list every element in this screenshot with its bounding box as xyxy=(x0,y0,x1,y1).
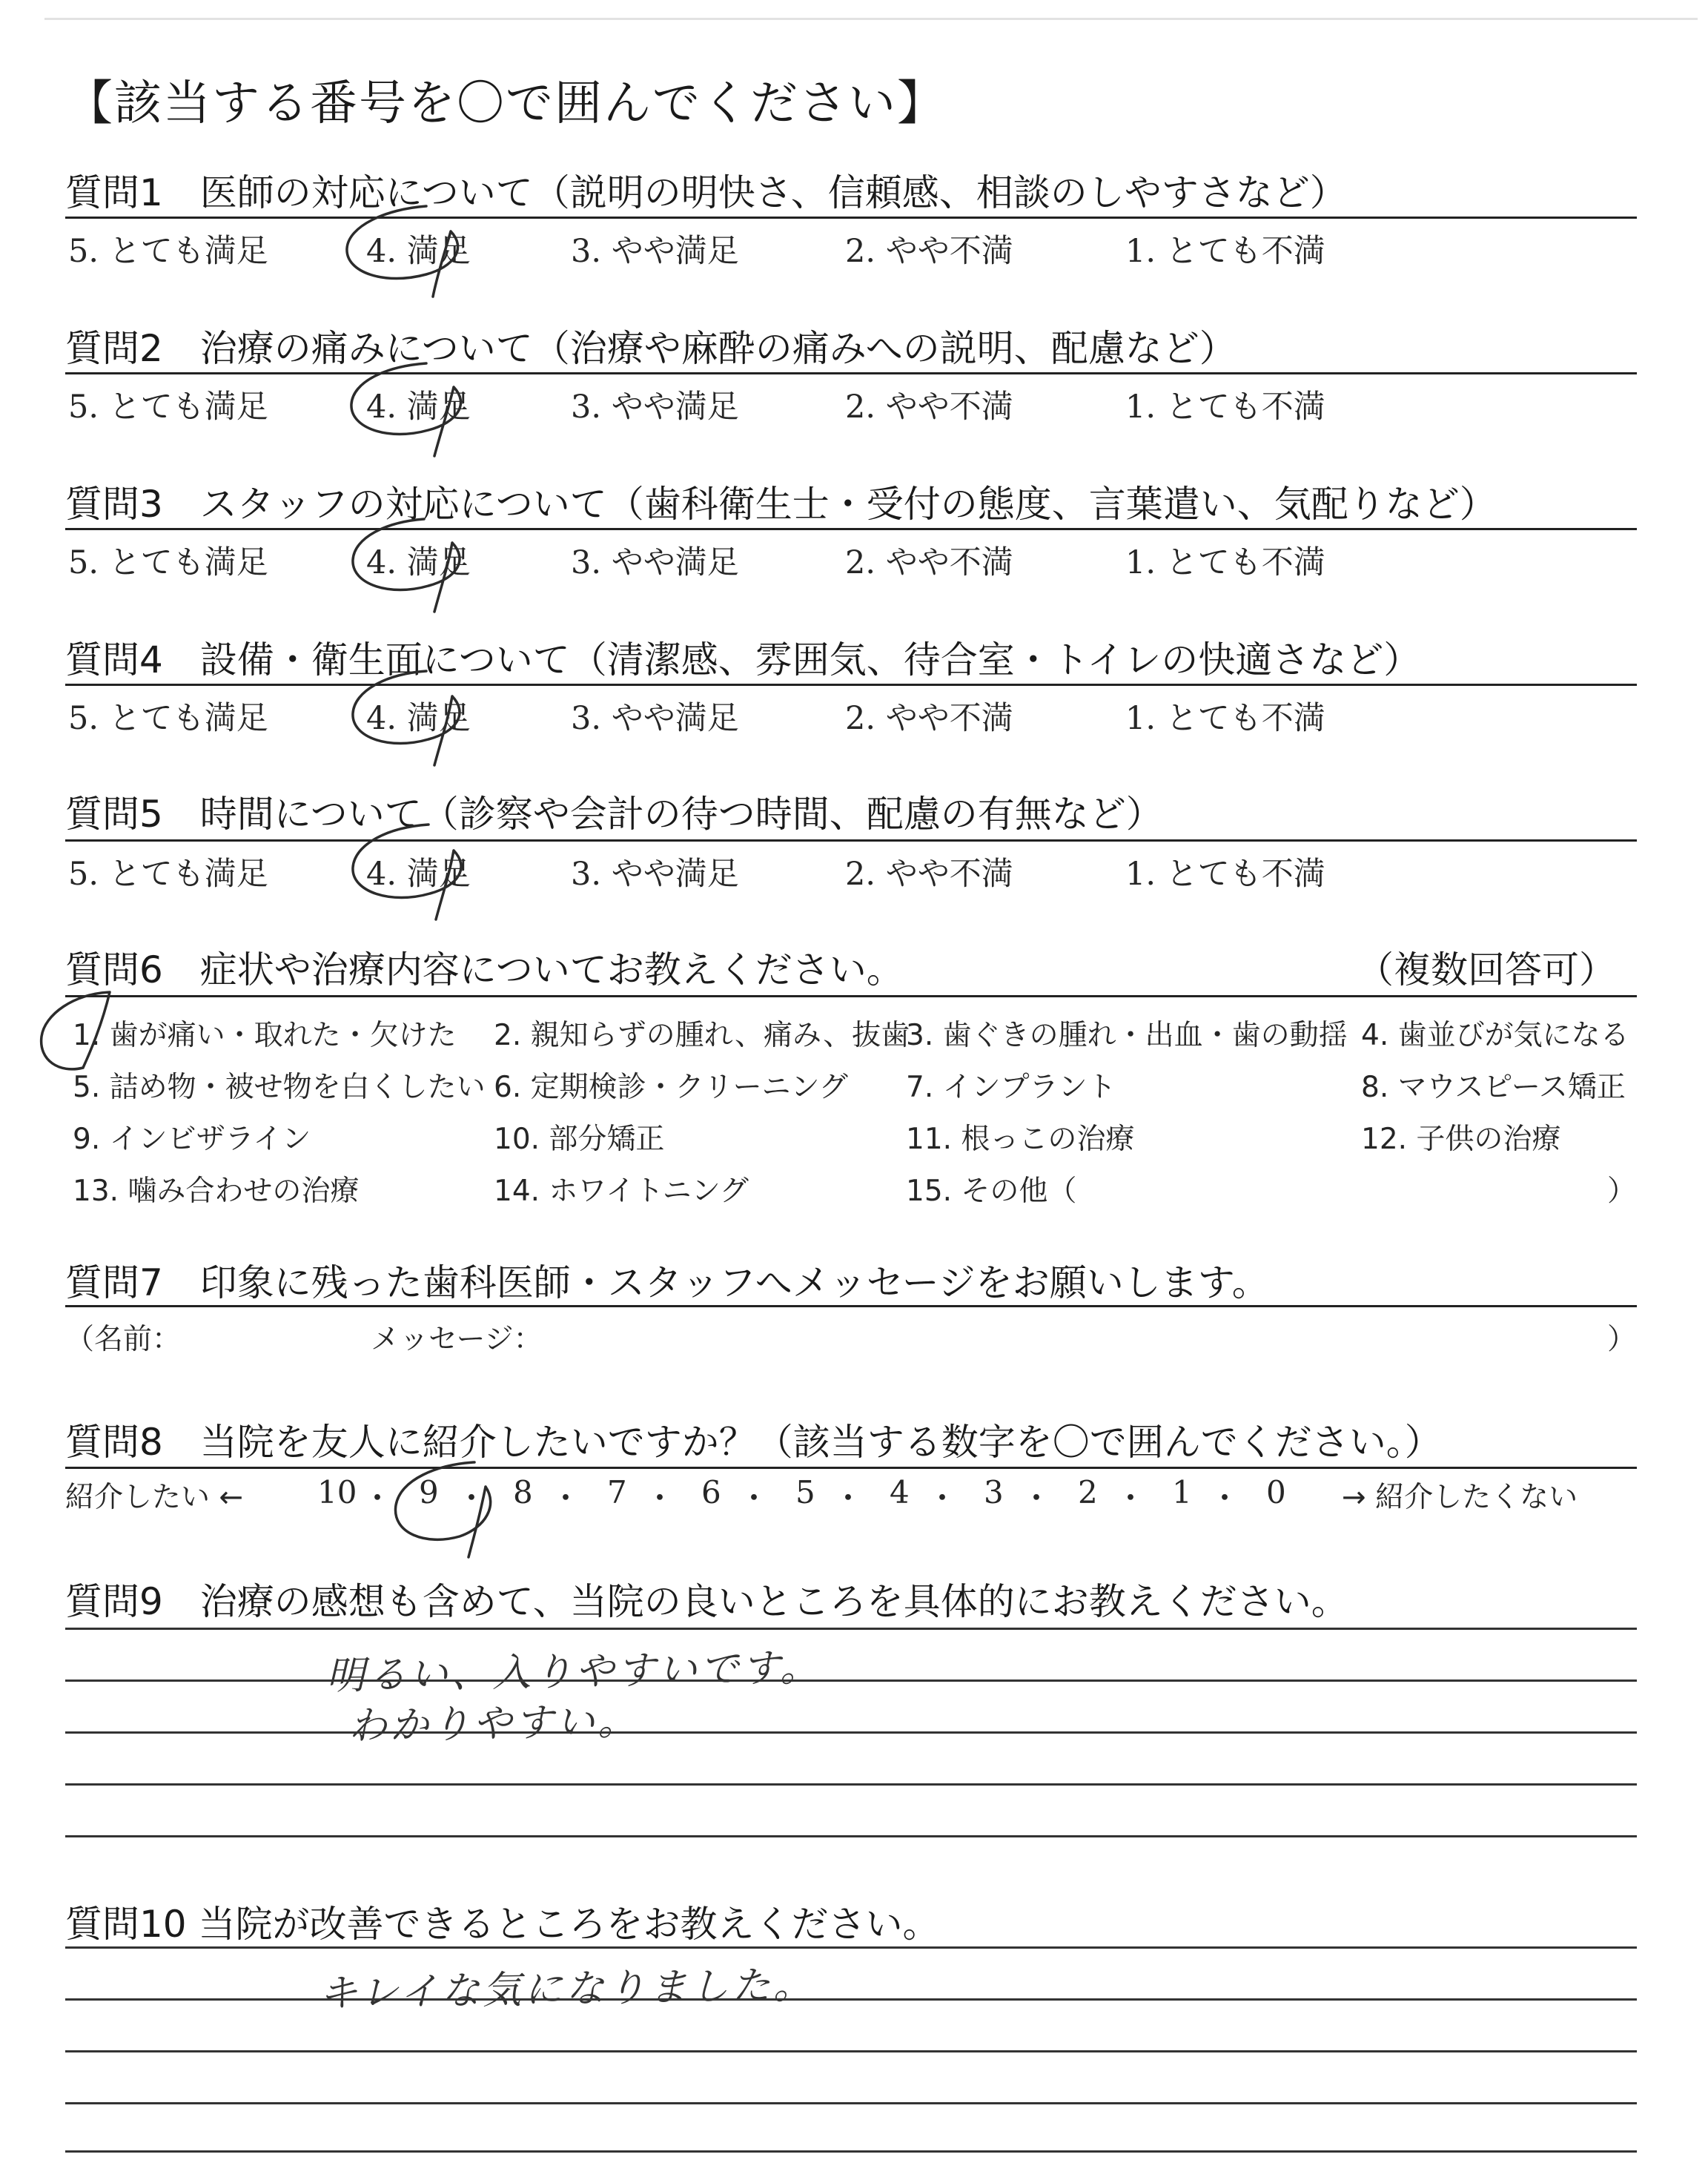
q4-option-3[interactable]: 3. やや満足 xyxy=(571,700,739,737)
q6-option-12[interactable]: 12. 子供の治療 xyxy=(1361,1123,1561,1156)
q6-option-1[interactable]: 1. 歯が痛い・取れた・欠けた xyxy=(73,1019,457,1052)
q7-message-label: メッセージ： xyxy=(371,1323,543,1356)
q6-option-2[interactable]: 2. 親知らずの腫れ、痛み、抜歯 xyxy=(494,1019,910,1052)
q8-scale-dot: ・ xyxy=(927,1480,959,1516)
q8-score-2[interactable]: 2 xyxy=(1078,1474,1098,1510)
q6-option-13[interactable]: 13. 噛み合わせの治療 xyxy=(73,1175,360,1208)
q6-option-5[interactable]: 5. 詰め物・被せ物を白くしたい xyxy=(73,1071,486,1104)
q8-scale-dot: ・ xyxy=(1115,1480,1147,1516)
q8-scale-dot: ・ xyxy=(644,1480,676,1516)
q1-option-5[interactable]: 5. とても満足 xyxy=(68,233,268,270)
q9-handwritten-answer-2: わかりやすい。 xyxy=(348,1699,640,1749)
q8-score-6[interactable]: 6 xyxy=(701,1474,721,1510)
q1-heading: 質問1 医師の対応について（説明の明快さ、信頼感、相談のしやすさなど） xyxy=(65,171,1347,214)
q10-handwritten-answer-1: キレイな気になりました。 xyxy=(318,1963,815,2016)
q4-option-5[interactable]: 5. とても満足 xyxy=(68,700,268,737)
q2-selection-circle xyxy=(351,363,461,456)
q9-handwritten-answer-1: 明るい、入りやすいです。 xyxy=(325,1645,822,1699)
q6-option-15[interactable]: 15. その他（ xyxy=(906,1175,1077,1208)
q6-option-9[interactable]: 9. インビザライン xyxy=(73,1123,311,1156)
q8-left-label: 紹介したい ← xyxy=(65,1481,244,1514)
q5-option-2[interactable]: 2. やや不満 xyxy=(845,856,1013,893)
q6-option-10[interactable]: 10. 部分矯正 xyxy=(494,1123,665,1156)
q3-option-1[interactable]: 1. とても不満 xyxy=(1125,544,1325,581)
q8-scale-dot: ・ xyxy=(1209,1480,1241,1516)
q6-heading: 質問6 症状や治療内容についてお教えください。 xyxy=(65,948,904,991)
q8-score-7[interactable]: 7 xyxy=(607,1474,627,1510)
q6-selection-circle xyxy=(42,992,110,1069)
q3-option-3[interactable]: 3. やや満足 xyxy=(571,544,739,581)
q8-score-10[interactable]: 10 xyxy=(317,1474,357,1510)
q1-option-1[interactable]: 1. とても不満 xyxy=(1125,233,1325,270)
q7-close-paren: ） xyxy=(1607,1323,1637,1356)
q8-score-5[interactable]: 5 xyxy=(795,1474,815,1510)
q4-option-2[interactable]: 2. やや不満 xyxy=(845,700,1013,737)
q6-option-8[interactable]: 8. マウスピース矯正 xyxy=(1361,1071,1626,1104)
q4-option-1[interactable]: 1. とても不満 xyxy=(1125,700,1325,737)
q1-option-4[interactable]: 4. 満足 xyxy=(366,233,471,270)
q5-option-4[interactable]: 4. 満足 xyxy=(366,856,471,893)
q6-option-14[interactable]: 14. ホワイトニング xyxy=(494,1175,749,1208)
q9-heading: 質問9 治療の感想も含めて、当院の良いところを具体的にお教えください。 xyxy=(65,1580,1348,1623)
q8-score-3[interactable]: 3 xyxy=(984,1474,1004,1510)
q4-option-4[interactable]: 4. 満足 xyxy=(366,700,471,737)
q8-scale-dot: ・ xyxy=(833,1480,864,1516)
q5-option-5[interactable]: 5. とても満足 xyxy=(68,856,268,893)
q4-heading: 質問4 設備・衛生面について（清潔感、雰囲気、待合室・トイレの快適さなど） xyxy=(65,638,1421,681)
q8-score-4[interactable]: 4 xyxy=(890,1474,910,1510)
q10-heading: 質問10 当院が改善できるところをお教えください。 xyxy=(65,1903,940,1946)
form-title: 【該当する番号を〇で囲んでください】 xyxy=(65,76,946,131)
q8-scale-dot: ・ xyxy=(362,1480,394,1516)
q8-scale-dot: ・ xyxy=(456,1480,488,1516)
q2-option-5[interactable]: 5. とても満足 xyxy=(68,389,268,426)
q2-option-2[interactable]: 2. やや不満 xyxy=(845,389,1013,426)
q6-option-7[interactable]: 7. インプラント xyxy=(906,1071,1116,1104)
q7-name-label: （名前： xyxy=(65,1323,182,1356)
q8-score-9[interactable]: 9 xyxy=(419,1474,439,1510)
q8-right-label: → 紹介したくない xyxy=(1342,1481,1578,1514)
q8-score-8[interactable]: 8 xyxy=(513,1474,533,1510)
q6-option-11[interactable]: 11. 根っこの治療 xyxy=(906,1123,1135,1156)
q8-scale-dot: ・ xyxy=(1021,1480,1053,1516)
q5-heading: 質問5 時間について（診察や会計の待つ時間、配慮の有無など） xyxy=(65,793,1163,836)
q6-option-3[interactable]: 3. 歯ぐきの腫れ・出血・歯の動揺 xyxy=(906,1019,1348,1052)
q2-option-3[interactable]: 3. やや満足 xyxy=(571,389,739,426)
q1-option-3[interactable]: 3. やや満足 xyxy=(571,233,739,270)
q8-heading: 質問8 当院を友人に紹介したいですか？（該当する数字を〇で囲んでください。） xyxy=(65,1421,1442,1464)
q1-selection-circle xyxy=(347,206,458,297)
q6-option-6[interactable]: 6. 定期検診・クリーニング xyxy=(494,1071,848,1104)
q3-selection-circle xyxy=(353,519,460,612)
q1-option-2[interactable]: 2. やや不満 xyxy=(845,233,1013,270)
q6-other-close-paren: ） xyxy=(1607,1175,1637,1208)
q8-scale-dot: ・ xyxy=(738,1480,770,1516)
q8-score-0[interactable]: 0 xyxy=(1266,1474,1286,1510)
q3-option-4[interactable]: 4. 満足 xyxy=(366,544,471,581)
q2-option-4[interactable]: 4. 満足 xyxy=(366,389,471,426)
q8-selection-circle xyxy=(395,1462,490,1557)
q2-heading: 質問2 治療の痛みについて（治療や麻酔の痛みへの説明、配慮など） xyxy=(65,327,1237,370)
q6-option-4[interactable]: 4. 歯並びが気になる xyxy=(1361,1019,1629,1052)
q3-option-2[interactable]: 2. やや不満 xyxy=(845,544,1013,581)
q5-option-3[interactable]: 3. やや満足 xyxy=(571,856,739,893)
q7-heading: 質問7 印象に残った歯科医師・スタッフへメッセージをお願いします。 xyxy=(65,1261,1269,1304)
q8-scale-dot: ・ xyxy=(550,1480,582,1516)
q4-selection-circle xyxy=(353,671,460,765)
q3-heading: 質問3 スタッフの対応について（歯科衛生士・受付の態度、言葉遣い、気配りなど） xyxy=(65,483,1497,526)
q3-option-5[interactable]: 5. とても満足 xyxy=(68,544,268,581)
q6-multiple-note: （複数回答可） xyxy=(1357,948,1616,991)
q5-option-1[interactable]: 1. とても不満 xyxy=(1125,856,1325,893)
q2-option-1[interactable]: 1. とても不満 xyxy=(1125,389,1325,426)
q5-selection-circle xyxy=(353,825,461,919)
q8-score-1[interactable]: 1 xyxy=(1172,1474,1192,1510)
